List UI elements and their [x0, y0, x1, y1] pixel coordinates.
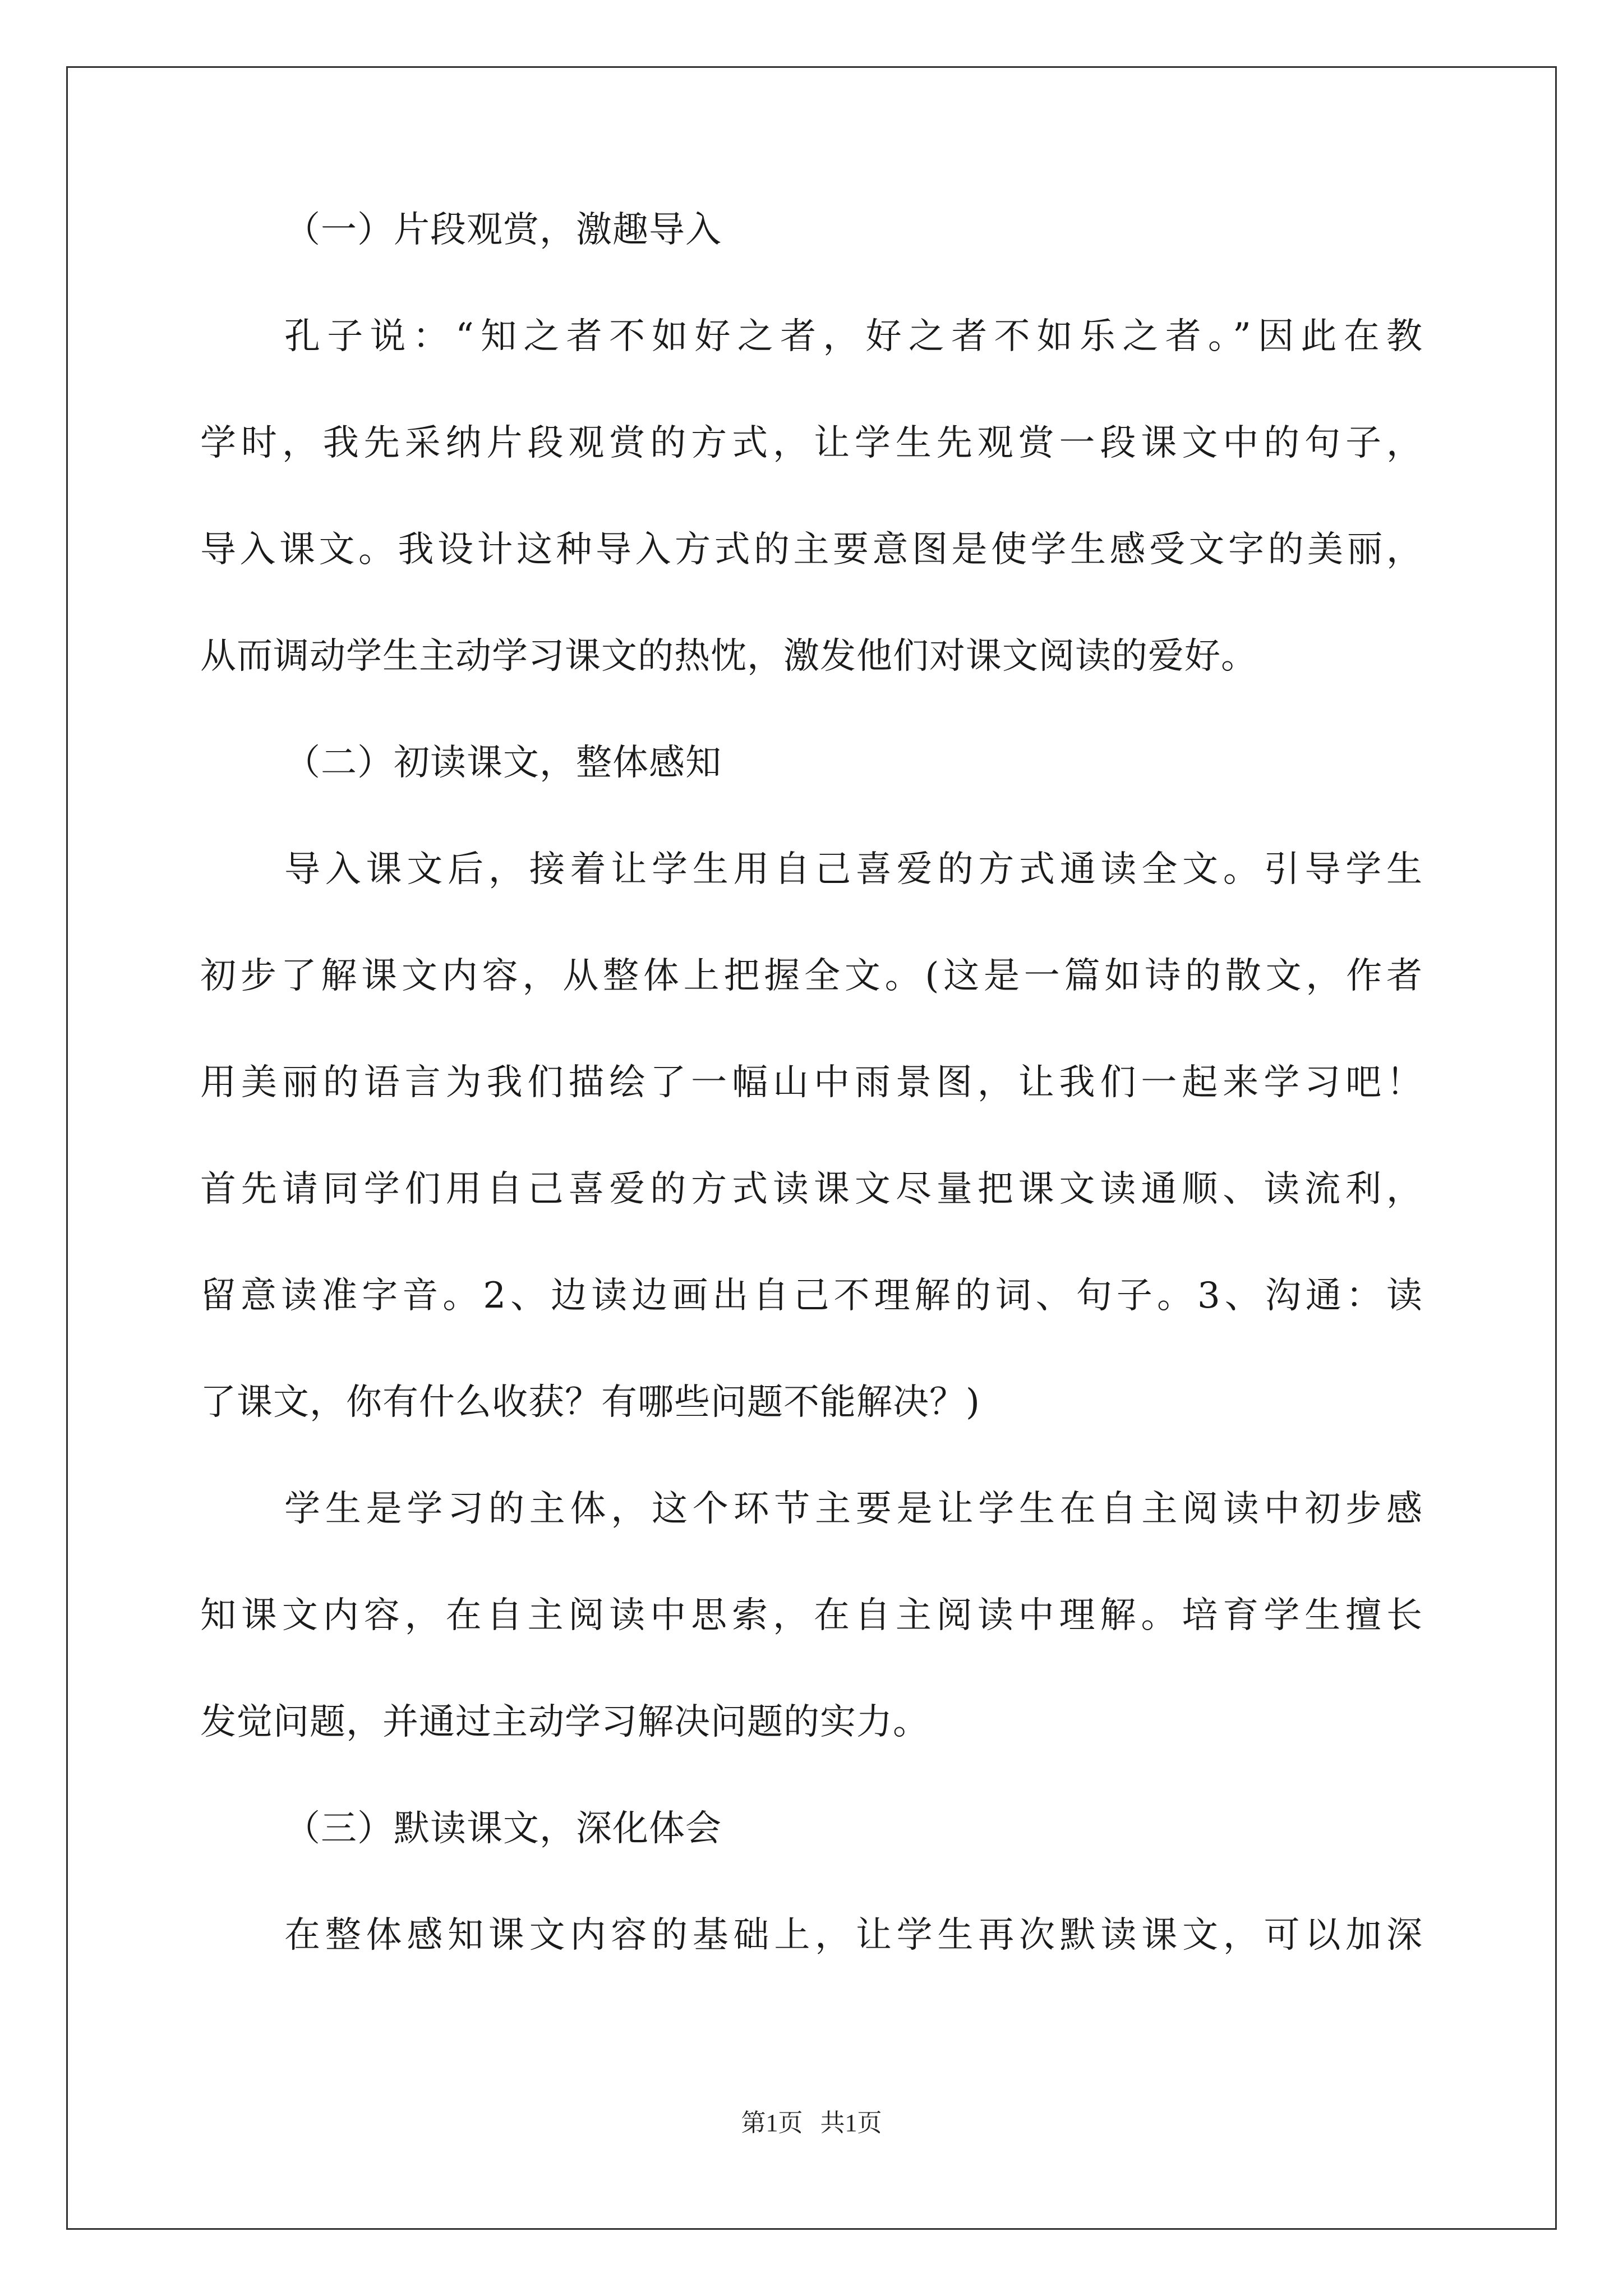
page-number: 第1页 [741, 2109, 803, 2137]
paragraph-line: 学时，我先采纳片段观赏的方式，让学生先观赏一段课文中的句子， [200, 422, 1423, 464]
paragraph-line: 了课文，你有什么收获？有哪些问题不能解决？) [200, 1382, 980, 1423]
heading-section-2: （二）初读课文，整体感知 [284, 742, 722, 784]
paragraph-line: 学生是学习的主体，这个环节主要是让学生在自主阅读中初步感 [284, 1488, 1423, 1530]
paragraph-line: 首先请同学们用自己喜爱的方式读课文尽量把课文读通顺、读流利， [200, 1168, 1423, 1210]
paragraph-line: 从而调动学生主动学习课文的热忱，激发他们对课文阅读的爱好。 [200, 636, 1257, 677]
heading-section-1: （一）片段观赏，激趣导入 [284, 209, 722, 251]
paragraph-line: 知课文内容，在自主阅读中思索，在自主阅读中理解。培育学生擅长 [200, 1595, 1423, 1636]
page-total: 共1页 [820, 2109, 882, 2137]
paragraph-line: 初步了解课文内容，从整体上把握全文。(这是一篇如诗的散文，作者 [200, 955, 1423, 997]
page-border [66, 66, 1557, 2230]
paragraph-line: 用美丽的语言为我们描绘了一幅山中雨景图，让我们一起来学习吧！ [200, 1062, 1423, 1103]
page-footer [0, 2106, 1623, 2140]
paragraph-line: 留意读准字音。2、边读边画出自己不理解的词、句子。3、沟通：读 [200, 1275, 1423, 1317]
heading-section-3: （三）默读课文，深化体会 [284, 1808, 722, 1849]
paragraph-line: 孔子说：“知之者不如好之者，好之者不如乐之者。”因此在教 [284, 316, 1423, 357]
paragraph-line: 在整体感知课文内容的基础上，让学生再次默读课文，可以加深 [284, 1915, 1423, 1956]
paragraph-line: 导入课文后，接着让学生用自己喜爱的方式通读全文。引导学生 [284, 849, 1423, 890]
paragraph-line: 发觉问题，并通过主动学习解决问题的实力。 [200, 1701, 929, 1743]
paragraph-line: 导入课文。我设计这种导入方式的主要意图是使学生感受文字的美丽， [200, 529, 1423, 570]
